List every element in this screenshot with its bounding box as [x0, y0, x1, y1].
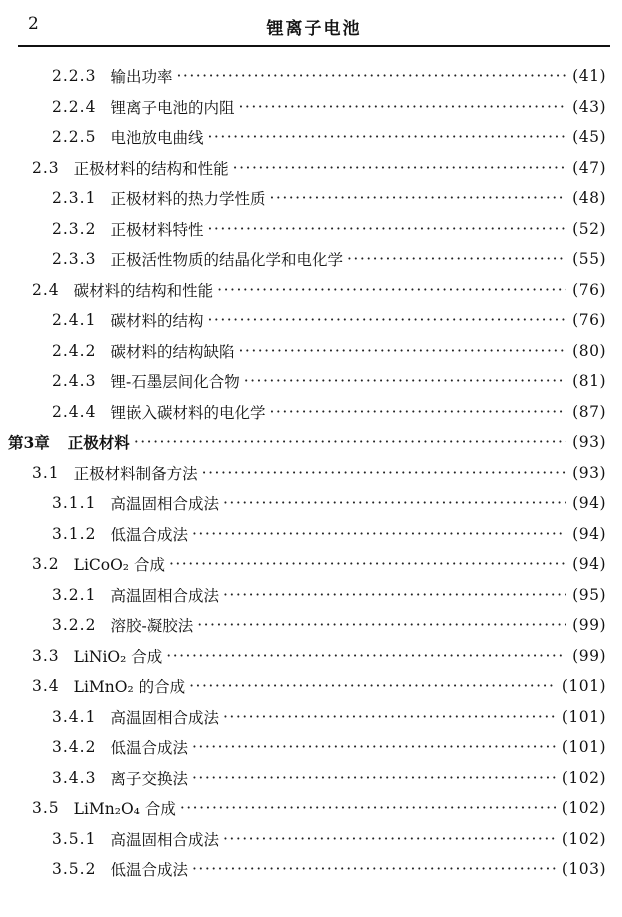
entry-page-number: (101)	[561, 677, 606, 696]
entry-title: 正极活性物质的结晶化学和电化学	[110, 251, 343, 270]
entry-page-number: (76)	[572, 311, 606, 330]
toc-subsection-entry	[0, 397, 622, 428]
entry-page-number: (101)	[561, 738, 606, 757]
dot-leader	[192, 860, 556, 878]
entry-number: 3.2.2	[52, 616, 97, 635]
dot-leader	[207, 128, 566, 146]
dot-leader	[269, 189, 566, 207]
toc-subsection-entry	[0, 61, 622, 92]
entry-number: 2.4.3	[52, 372, 97, 391]
dot-leader	[238, 98, 566, 116]
toc-subsection-entry	[0, 854, 622, 885]
entry-number: 3.5.2	[52, 860, 97, 879]
dot-leader	[207, 311, 566, 329]
entry-number: 3.5.1	[52, 829, 97, 848]
toc-subsection-entry	[0, 122, 622, 153]
entry-title: 锂嵌入碳材料的电化学	[110, 403, 266, 422]
dot-leader	[244, 372, 566, 390]
dot-leader	[192, 769, 556, 787]
entry-page-number: (41)	[572, 67, 606, 86]
dot-leader	[202, 464, 567, 482]
entry-number: 3.1.1	[52, 494, 97, 513]
entry-title: 离子交换法	[110, 769, 188, 788]
toc-section-entry	[0, 793, 622, 824]
toc-subsection-entry	[0, 763, 622, 794]
entry-number: 3.4.3	[52, 768, 97, 787]
dot-leader	[176, 67, 566, 85]
toc-subsection-entry	[0, 366, 622, 397]
entry-title: LiMnO₂ 的合成	[73, 678, 186, 697]
toc-chapter-entry	[0, 427, 622, 458]
entry-title: LiNiO₂ 合成	[73, 647, 163, 666]
dot-leader	[166, 647, 566, 665]
dot-leader	[238, 342, 566, 360]
dot-leader	[217, 281, 566, 299]
dot-leader	[223, 708, 556, 726]
entry-number: 2.4.4	[52, 402, 97, 421]
entry-number: 3.2	[32, 555, 60, 574]
entry-number: 3.1	[32, 463, 60, 482]
entry-title: 高温固相合成法	[110, 586, 219, 605]
entry-page-number: (103)	[561, 860, 606, 879]
toc-subsection-entry	[0, 824, 622, 855]
page-header	[18, 12, 610, 42]
entry-number: 3.4	[32, 677, 60, 696]
dot-leader	[233, 159, 567, 177]
entry-title: 正极材料	[67, 433, 130, 453]
dot-leader	[189, 677, 556, 695]
dot-leader	[180, 799, 556, 817]
dot-leader	[223, 830, 556, 848]
toc-subsection-entry	[0, 610, 622, 641]
entry-number: 3.4.1	[52, 707, 97, 726]
toc-section-entry	[0, 458, 622, 489]
dot-leader	[223, 586, 566, 604]
entry-number: 3.5	[32, 799, 60, 818]
entry-title: 锂离子电池的内阻	[110, 98, 235, 117]
entry-page-number: (55)	[572, 250, 606, 269]
header-rule	[18, 45, 610, 47]
entry-title: 低温合成法	[110, 525, 188, 544]
entry-page-number: (101)	[561, 707, 606, 726]
entry-number: 2.4.1	[52, 311, 97, 330]
entry-number: 2.3	[32, 158, 60, 177]
toc-subsection-entry	[0, 732, 622, 763]
toc-subsection-entry	[0, 244, 622, 275]
dot-leader	[197, 616, 566, 634]
entry-title: 高温固相合成法	[110, 830, 219, 849]
entry-page-number: (47)	[572, 158, 606, 177]
toc-subsection-entry	[0, 214, 622, 245]
entry-number: 第3章	[8, 433, 50, 453]
entry-number: 3.1.2	[52, 524, 97, 543]
toc-subsection-entry	[0, 305, 622, 336]
entry-page-number: (102)	[561, 799, 606, 818]
entry-number: 2.3.3	[52, 250, 97, 269]
toc-section-entry	[0, 549, 622, 580]
dot-leader	[347, 250, 566, 268]
entry-page-number: (99)	[572, 646, 606, 665]
toc-section-entry	[0, 275, 622, 306]
entry-number: 2.4	[32, 280, 60, 299]
toc-subsection-entry	[0, 519, 622, 550]
entry-title: 输出功率	[110, 68, 173, 87]
dot-leader	[169, 555, 566, 573]
entry-number: 2.4.2	[52, 341, 97, 360]
toc-subsection-entry	[0, 702, 622, 733]
entry-page-number: (94)	[572, 494, 606, 513]
running-head: 锂离子电池	[266, 19, 362, 39]
page-number: 2	[28, 14, 39, 34]
dot-leader	[192, 738, 556, 756]
entry-page-number: (102)	[561, 768, 606, 787]
entry-page-number: (76)	[572, 280, 606, 299]
entry-title: 高温固相合成法	[110, 495, 219, 514]
entry-title: LiMn₂O₄ 合成	[73, 800, 176, 819]
entry-title: 碳材料的结构	[110, 312, 204, 331]
entry-title: 低温合成法	[110, 861, 188, 880]
entry-page-number: (81)	[572, 372, 606, 391]
entry-page-number: (52)	[572, 219, 606, 238]
dot-leader	[134, 433, 566, 451]
entry-title: 锂-石墨层间化合物	[110, 373, 240, 392]
entry-number: 3.3	[32, 646, 60, 665]
entry-title: 正极材料特性	[110, 220, 204, 239]
toc-subsection-entry	[0, 580, 622, 611]
entry-page-number: (95)	[572, 585, 606, 604]
entry-title: 碳材料的结构缺陷	[110, 342, 235, 361]
toc-subsection-entry	[0, 183, 622, 214]
dot-leader	[192, 525, 566, 543]
entry-page-number: (102)	[561, 829, 606, 848]
entry-page-number: (93)	[572, 463, 606, 482]
toc-section-entry	[0, 153, 622, 184]
entry-page-number: (94)	[572, 555, 606, 574]
toc-subsection-entry	[0, 488, 622, 519]
entry-title: 高温固相合成法	[110, 708, 219, 727]
dot-leader	[269, 403, 566, 421]
entry-page-number: (94)	[572, 524, 606, 543]
toc-section-entry	[0, 671, 622, 702]
toc-section-entry	[0, 641, 622, 672]
dot-leader	[207, 220, 566, 238]
entry-title: 正极材料制备方法	[73, 464, 198, 483]
entry-title: 碳材料的结构和性能	[73, 281, 214, 300]
entry-title: 电池放电曲线	[110, 129, 204, 148]
entry-title: LiCoO₂ 合成	[73, 556, 165, 575]
entry-number: 2.3.1	[52, 189, 97, 208]
entry-title: 溶胶-凝胶法	[110, 617, 194, 636]
entry-title: 正极材料的结构和性能	[73, 159, 229, 178]
entry-number: 2.2.3	[52, 67, 97, 86]
entry-number: 2.2.5	[52, 128, 97, 147]
dot-leader	[223, 494, 566, 512]
entry-page-number: (48)	[572, 189, 606, 208]
toc-subsection-entry	[0, 336, 622, 367]
toc-subsection-entry	[0, 92, 622, 123]
entry-page-number: (80)	[572, 341, 606, 360]
entry-page-number: (93)	[572, 433, 606, 452]
entry-page-number: (43)	[572, 97, 606, 116]
entry-page-number: (99)	[572, 616, 606, 635]
table-of-contents	[0, 61, 622, 885]
entry-title: 正极材料的热力学性质	[110, 190, 266, 209]
entry-number: 2.3.2	[52, 219, 97, 238]
entry-number: 2.2.4	[52, 97, 97, 116]
entry-number: 3.2.1	[52, 585, 97, 604]
entry-page-number: (45)	[572, 128, 606, 147]
entry-title: 低温合成法	[110, 739, 188, 758]
entry-number: 3.4.2	[52, 738, 97, 757]
entry-page-number: (87)	[572, 402, 606, 421]
